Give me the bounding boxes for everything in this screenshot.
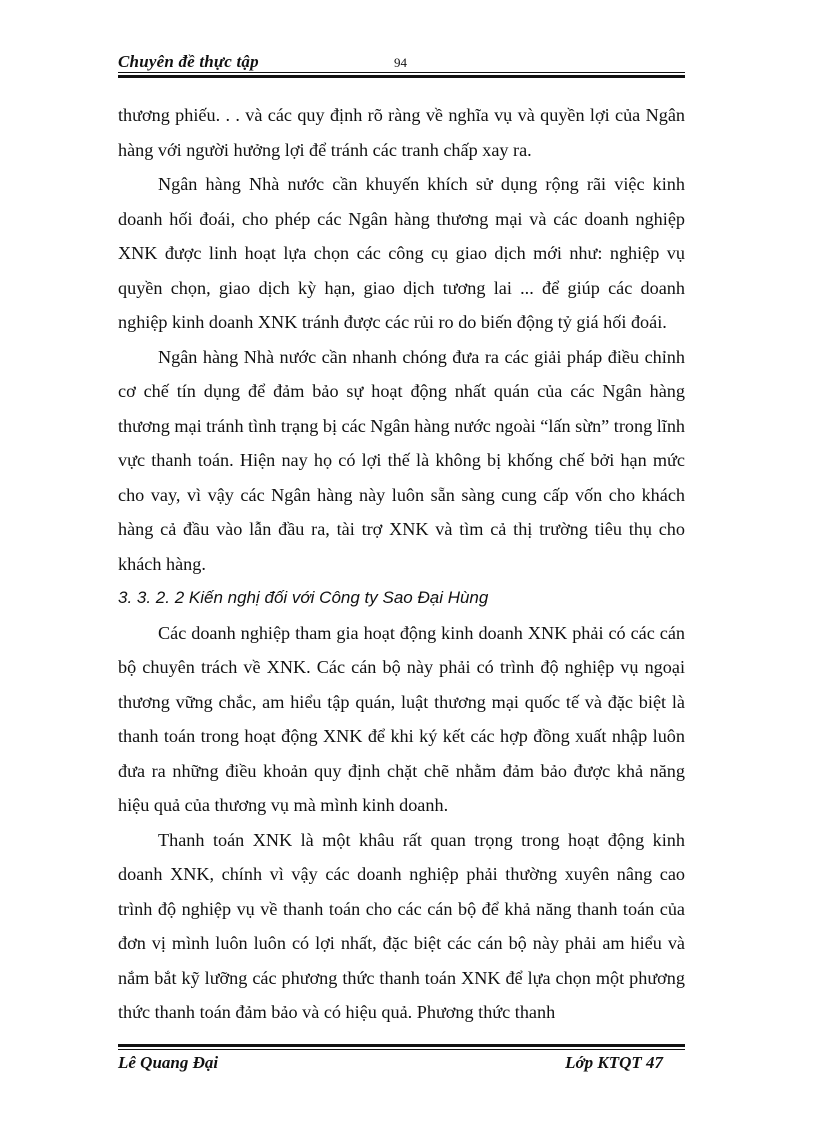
page-number: 94 — [394, 55, 407, 70]
section-heading: 3. 3. 2. 2 Kiến nghị đối với Công ty Sao Đại Hùng — [118, 588, 489, 607]
page-header — [118, 52, 685, 74]
header-rule-thin — [118, 72, 685, 73]
document-body — [118, 98, 685, 1030]
footer-author: Lê Quang Đại — [118, 1053, 219, 1072]
paragraph-payment-training: Thanh toán XNK là một khâu rất quan trọng trong hoạt động kinh doanh XNK, chính vì vậy các doanh nghiệp phải thường xuyên nâng cao trình độ nghiệp vụ về thanh toán cho các cán bộ để khả năng thanh toán của đơn vị mình luôn luôn có lợi nhất, đặc biệt các cán bộ này phải am hiểu và nắm bắt kỹ lưỡng các phương thức thanh toán XNK để lựa chọn một phương thức thanh toán đảm bảo và có hiệu quả. Phương thức thanh — [118, 829, 685, 1022]
page-footer — [118, 1053, 685, 1075]
paragraph-credit-mechanism: Ngân hàng Nhà nước cần nhanh chóng đưa ra các giải pháp điều chỉnh cơ chế tín dụng để đảm bảo sự hoạt động nhất quán của các Ngân hàng thương mại tránh tình trạng bị các Ngân hàng nước ngoài “lấn sừn” trong lĩnh vực thanh toán. Hiện nay họ có lợi thế là không bị khống chế bởi hạn mức cho vay, vì vậy các Ngân hàng này luôn sẵn sàng cung cấp vốn cho khách hàng cả đầu vào lẫn đầu ra, tài trợ XNK và tìm cả thị trường tiêu thụ cho khách hàng. — [118, 346, 686, 574]
footer-rule-thick — [118, 1044, 685, 1047]
footer-rule-thin — [118, 1049, 685, 1050]
paragraph-continuation: thương phiếu. . . và các quy định rõ ràng về nghĩa vụ và quyền lợi của Ngân hàng với người hưởng lợi để tránh các tranh chấp xay ra. — [118, 105, 685, 160]
paragraph-staff-requirements: Các doanh nghiệp tham gia hoạt động kinh doanh XNK phải có các cán bộ chuyên trách về XNK. Các cán bộ này phải có trình độ nghiệp vụ ngoại thương vững chắc, am hiểu tập quán, luật thương mại quốc tế và đặc biệt là thanh toán trong hoạt động XNK để khi ký kết các hợp đồng xuất nhập luôn đưa ra những điều khoản quy định chặt chẽ nhằm đảm bảo được khả năng hiệu quả của thương vụ mà mình kinh doanh. — [118, 622, 685, 815]
header-title: Chuyên đề thực tập — [118, 52, 259, 71]
paragraph-forex-recommendation: Ngân hàng Nhà nước cần khuyến khích sử dụng rộng rãi việc kinh doanh hối đoái, cho phép các Ngân hàng thương mại và các doanh nghiệp XNK được linh hoạt lựa chọn các công cụ giao dịch mới như: nghiệp vụ quyền chọn, giao dịch kỳ hạn, giao dịch tương lai ... để giúp các doanh nghiệp kinh doanh XNK tránh được các rủi ro do biến động tỷ giá hối đoái. — [118, 174, 685, 332]
header-rule-thick — [118, 75, 685, 78]
footer-class: Lớp KTQT 47 — [565, 1053, 663, 1072]
